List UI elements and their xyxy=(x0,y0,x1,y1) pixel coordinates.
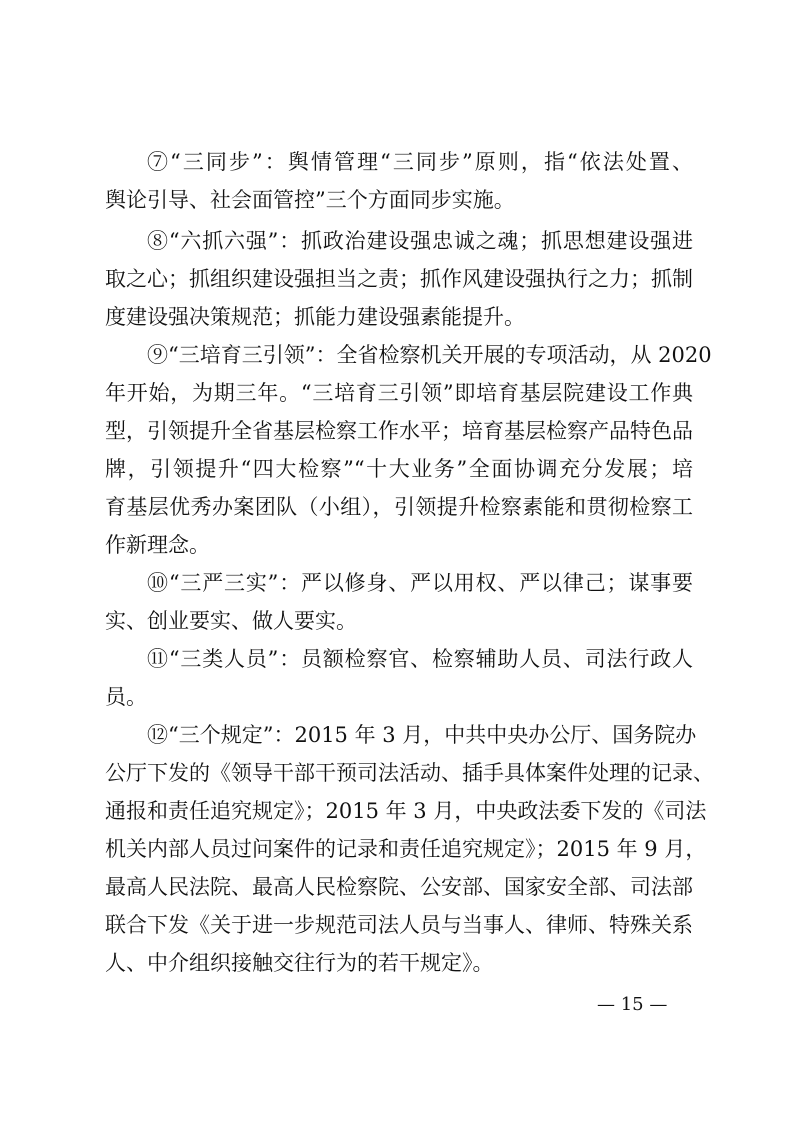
text-line: 取之心；抓组织建设强担当之责；抓作风建设强执行之力；抓制 xyxy=(105,267,693,291)
text-line: 机关内部人员过问案件的记录和责任追究规定》；2015 年 9 月， xyxy=(105,837,707,861)
text-line: 型，引领提升全省基层检察工作水平；培育基层检察产品特色品 xyxy=(105,419,693,443)
text-line: 年开始，为期三年。“三培育三引领”即培育基层院建设工作典 xyxy=(105,381,693,405)
text-line: ⑨“三培育三引领”：全省检察机关开展的专项活动，从 2020 xyxy=(147,343,712,367)
text-line: 度建设强决策规范；抓能力建设强素能提升。 xyxy=(105,305,525,329)
text-line: ⑫“三个规定”：2015 年 3 月，中共中央办公厅、国务院办 xyxy=(147,723,697,747)
text-line: 育基层优秀办案团队（小组），引领提升检察素能和贯彻检察工 xyxy=(105,495,693,519)
text-line: 实、创业要实、做人要实。 xyxy=(105,609,357,633)
text-line: ⑦“三同步”：舆情管理“三同步”原则，指“依法处置、 xyxy=(147,150,693,174)
text-line: ⑪“三类人员”：员额检察官、检察辅助人员、司法行政人 xyxy=(147,647,693,671)
text-line: 员。 xyxy=(105,685,147,709)
page-number: — 15 — xyxy=(597,994,668,1015)
text-line: 人、中介组织接触交往行为的若干规定》。 xyxy=(105,951,494,975)
text-line: 最高人民法院、最高人民检察院、公安部、国家安全部、司法部 xyxy=(105,875,693,899)
text-line: ⑩“三严三实”：严以修身、严以用权、严以律己；谋事要 xyxy=(147,571,693,595)
text-line: 舆论引导、社会面管控”三个方面同步实施。 xyxy=(105,188,515,212)
text-line: ⑧“六抓六强”：抓政治建设强忠诚之魂；抓思想建设强进 xyxy=(147,229,693,253)
text-line: 联合下发《关于进一步规范司法人员与当事人、律师、特殊关系 xyxy=(105,913,693,937)
text-line: 牌，引领提升“四大检察”“十大业务”全面协调充分发展；培 xyxy=(105,457,693,481)
text-line: 公厅下发的《领导干部干预司法活动、插手具体案件处理的记录、 xyxy=(105,761,714,785)
text-line: 作新理念。 xyxy=(105,533,210,557)
text-line: 通报和责任追究规定》；2015 年 3 月，中央政法委下发的《司法 xyxy=(105,799,707,823)
